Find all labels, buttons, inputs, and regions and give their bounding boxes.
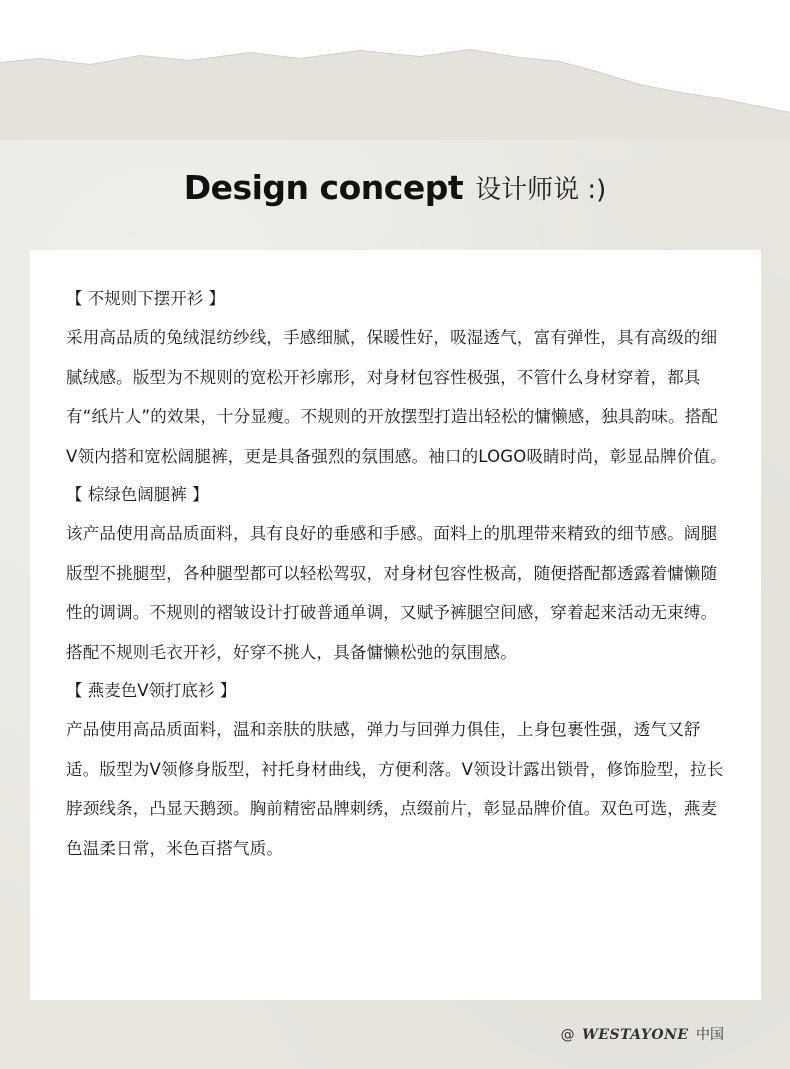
section-tee [66,672,727,868]
section-body: 该产品使用高品质面料，具有良好的垂感和手感。面料上的肌理带来精致的细节感。阔腿版型不挑腿型，各种腿型都可以轻松驾驭，对身材包容性极高，随便搭配都透露着慵懒随性的调调。不规则的褶皱设计打破普通单调，又赋予裤腿空间感，穿着起来活动无束缚。搭配不规则毛衣开衫，好穿不挑人，具备慵懒松弛的氛围感。 [66,524,718,662]
section-body: 采用高品质的兔绒混纺纱线，手感细腻，保暖性好，吸湿透气，富有弹性，具有高级的细腻绒感。版型为不规则的宽松开衫廓形，对身材包容性极强，不管什么身材穿着，都具有“纸片人”的效果，十分显瘦。不规则的开放摆型打造出轻松的慵懒感，独具韵味。搭配V领内搭和宽松阔腿裤，更是具备强烈的氛围感。袖口的LOGO吸睛时尚，彰显品牌价值。 [66,328,727,466]
brand-region: 中国 [696,1027,724,1043]
section-cardigan [66,280,727,476]
at-symbol: @ [560,1027,575,1043]
section-title: 【 燕麦色V领打底衫 】 [66,681,237,700]
title-cn: 设计师说 :) [475,175,607,205]
section-title: 【 不规则下摆开衫 】 [66,289,225,308]
content-card [30,250,761,1000]
page-title [0,168,790,207]
section-body: 产品使用高品质面料，温和亲肤的肤感，弹力与回弹力俱佳，上身包裹性强，透气又舒适。版型为V领修身版型，衬托身材曲线，方便利落。V领设计露出锁骨，修饰脸型，拉长脖颈线条，凸显天鹅颈。胸前精密品牌刺绣，点缀前片，彰显品牌价值。双色可选，燕麦色温柔日常，米色百搭气质。 [66,720,724,858]
brand-footer [561,1024,724,1044]
title-en: Design concept [183,168,464,207]
brand-name: WESTAYONE [582,1027,689,1043]
section-title: 【 棕绿色阔腿裤 】 [66,485,209,504]
torn-paper-edge [0,0,790,140]
section-pants [66,476,727,672]
